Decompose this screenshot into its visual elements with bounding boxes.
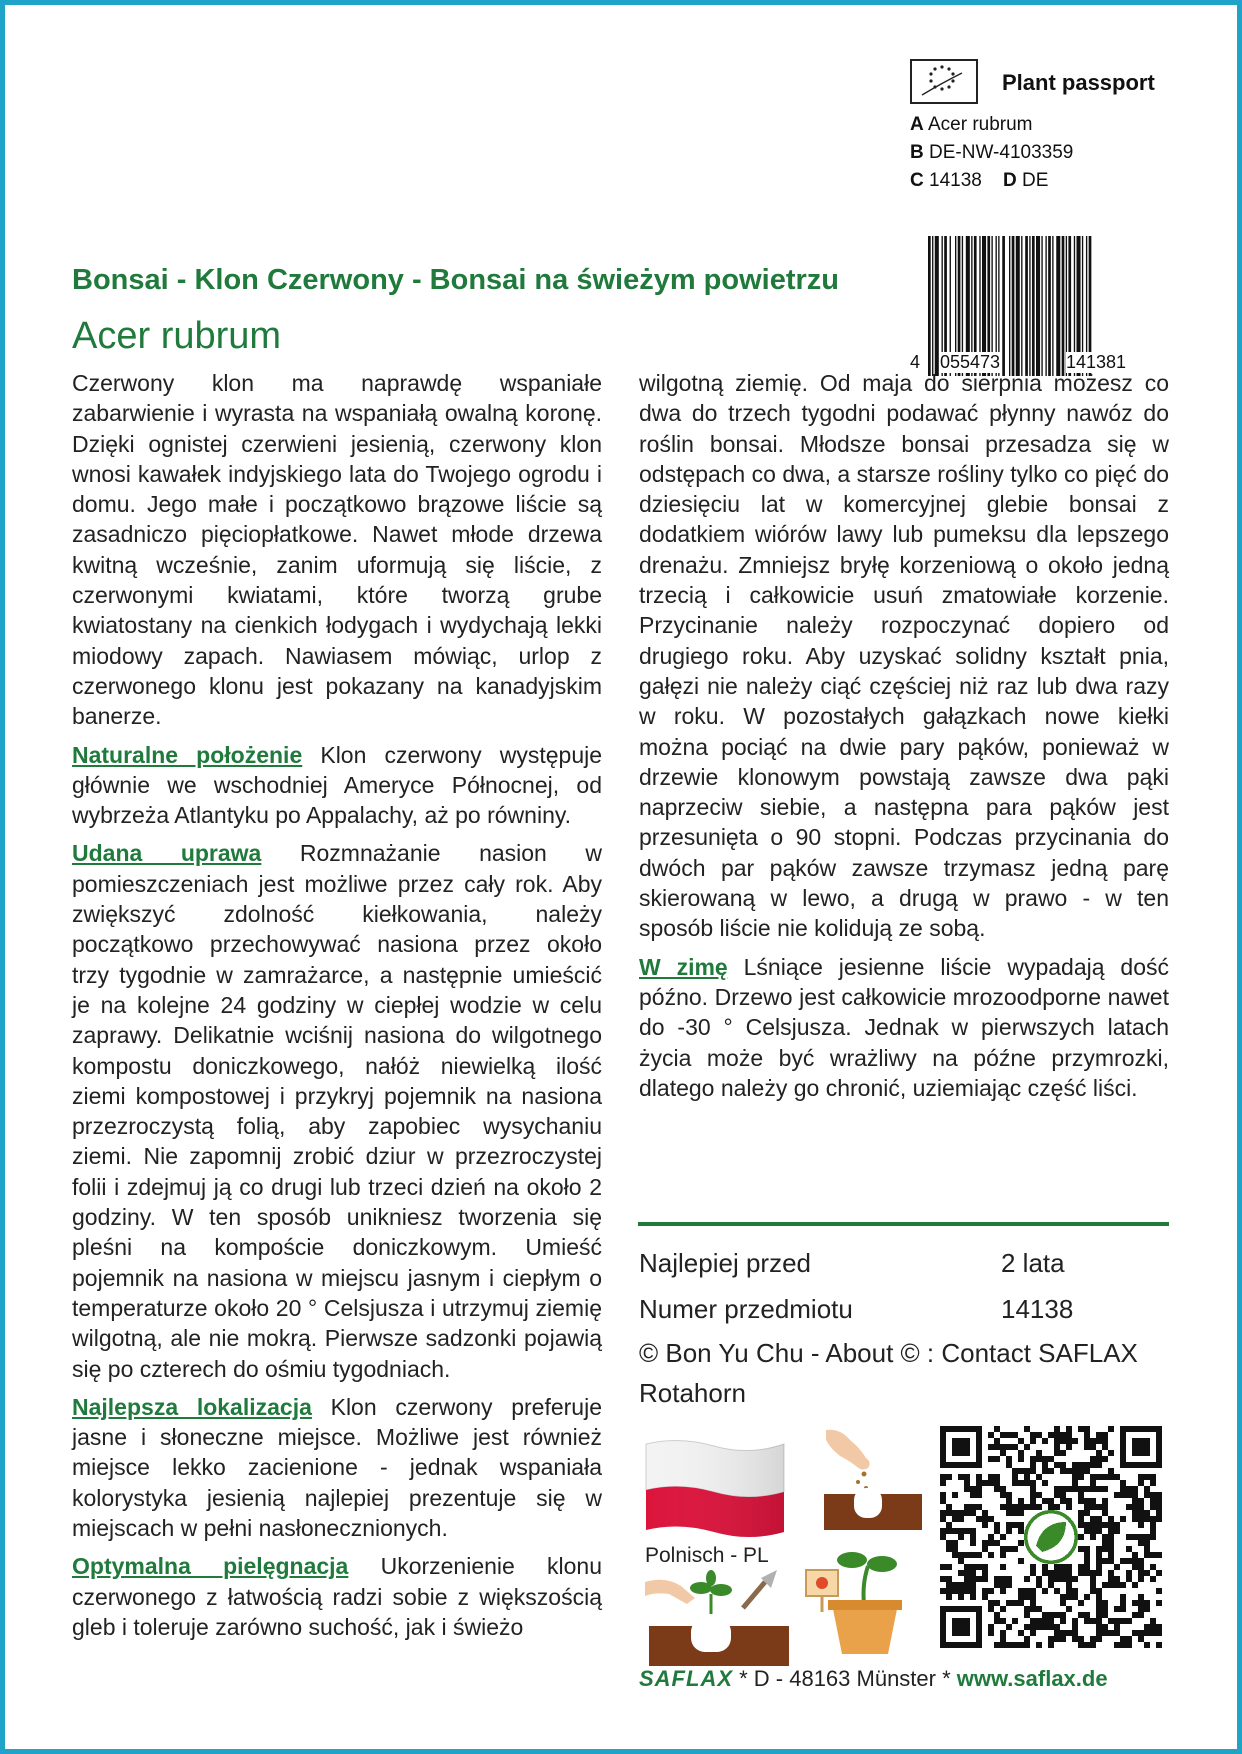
intro-paragraph: Czerwony klon ma naprawdę wspaniałe zabarwienie i wyrasta na wspaniałą owalną koronę. Dzięki ognistej czerwieni jesienią, czerwony klon wnosi kawałek indyjskiego lata do Twojego ogrodu i domu. Jego małe i początkowo brązowe liście są zasadniczo pięciopłatkowe. Nawet młode drzewa kwitną wcześnie, zanim uformują się liście, z czerwonymi kwiatami, które tworzą grube kwiatostany na cienkich łodygach i wydychają lekki miodowy zapach. Nawiasem mówiąc, urlop z czerwonego klonu jest pokazany na kanadyjskim banerze. (72, 370, 602, 730)
text-column-right (639, 368, 1169, 1111)
barcode-lead-digit: 4 (910, 352, 921, 372)
passport-line-a: A Acer rubrum (910, 114, 1033, 135)
section-winter: W zimę Lśniące jesienne liście wypadają dość późno. Drzewo jest całkowicie mrozoodporne nawet do -30 ° Celsjusza. Jednak w pierwszych latach życia może być wrażliwy na późne przymrozki, dlatego należy go chronić, uziemiając część liści. (639, 953, 1169, 1101)
product-title: Bonsai - Klon Czerwony - Bonsai na świeżym powietrzu (72, 264, 839, 296)
barcode-digits-right: 141381 (1066, 352, 1127, 372)
latin-name: Acer rubrum (72, 315, 282, 357)
barcode-digits-left: 055473 (940, 352, 1001, 372)
section-heading: Naturalne położenie (72, 741, 303, 768)
transplant-seedling-icon (645, 1568, 795, 1666)
common-name: Rotahorn (639, 1378, 746, 1408)
qr-leaf-logo-icon (1024, 1510, 1078, 1564)
sowing-seed-icon (820, 1426, 926, 1534)
section-cultivation: Udana uprawa Rozmnażanie nasion w pomieszczeniach jest możliwe przez cały rok. Aby zwiększyć zdolność kiełkowania, należy początkowo przechowywać nasiona przez około trzy tygodnie w zamrażarce, a następnie umieścić je na kolejne 24 godziny w ciepłej wodzie w celu zaprawy. Delikatnie wciśnij nasiona do wilgotnego kompostu doniczkowego, nałóż niewielką ilość ziemi kompostowej i przykryj pojemnik na nasiona przezroczystą folią, aby zapobiec wysychaniu ziemi. Nie zapomnij zrobić dziur w przezroczystej folii i zdejmuj ją co drugi lub trzeci dzień na około 2 godziny. W ten sposób unikniesz tworzenia się pleśni na kompoście doniczkowym. Umieść pojemnik na nasiona w miejscu jasnym i ciepłym o temperaturze około 20 ° Celsjusza i utrzymuj ziemię wilgotną, ale nie mokrą. Pierwsze sadzonki pojawią się po czterech do ośmiu tygodniach. (72, 840, 602, 1382)
qr-code (940, 1426, 1162, 1648)
section-heading: W zimę (639, 953, 728, 980)
divider-rule (638, 1222, 1169, 1226)
passport-line-b: B DE-NW-4103359 (910, 142, 1074, 163)
section-care: Optymalna pielęgnacja Ukorzenienie klonu czerwonego z łatwością radzi sobie z większością gleb i toleruje zarówno suchość, jak i świeżo (72, 1553, 603, 1640)
section-heading: Udana uprawa (72, 840, 262, 867)
brand-logo: SAFLAX (639, 1666, 733, 1691)
item-number-value: 14138 (1001, 1294, 1074, 1324)
eu-stars-leaf-icon (912, 61, 976, 102)
section-heading: Optymalna pielęgnacja (72, 1553, 349, 1580)
potted-plant-icon (802, 1544, 928, 1656)
footer-address: * D - 48163 Münster * (733, 1666, 957, 1691)
poland-flag-icon (644, 1436, 786, 1540)
plant-passport-title: Plant passport (1002, 70, 1155, 95)
website-link[interactable]: www.saflax.de (956, 1666, 1108, 1691)
footer (639, 1666, 1108, 1692)
section-care-continued: wilgotną ziemię. Od maja do sierpnia możesz co dwa do trzech tygodni podawać płynny nawóz do roślin bonsai. Młodsze bonsai przesadza się w odstępach co dwa, a starsze rośliny tylko co pięć do dziesięciu lat w komercyjnej glebie bonsai z dodatkiem wiórów lawy lub pumeksu dla lepszego drenażu. Zmniejsz bryłę korzeniową o około jedną trzecią i całkowicie usuń zmatowiałe korzenie. Przycinanie należy rozpoczynać dopiero od drugiego roku. Aby uzyskać solidny kształt pnia, gałęzi nie należy ciąć częściej niż raz lub dwa razy w roku. W pozostałych gałązkach nowe kiełki można pociąć na dwie pary pąków, ponieważ w drzewie klonowym powstają zawsze dwa pąki naprzeciw siebie, a następna para pąków jest przesunięta o 90 stopni. Podczas przycinania do dwóch par pąków zawsze trzymasz jedną parę skierowaną w lewo, a drugą w prawo - w ten sposób liście nie kolidują ze sobą. (639, 370, 1169, 942)
section-best-location: Najlepsza lokalizacja Klon czerwony preferuje jasne i słoneczne miejsce. Możliwe jest również miejsce lekko zacienione - jednak wspaniała kolorystyka jesienią najlepiej prezentuje się w miejscach w pełni nasłonecznionych. (72, 1393, 602, 1541)
passport-line-cd: C 14138 D DE (910, 170, 1049, 191)
best-before-value: 2 lata (1001, 1248, 1065, 1278)
copyright-line: © Bon Yu Chu - About © : Contact SAFLAX (639, 1338, 1138, 1368)
section-heading: Najlepsza lokalizacja (72, 1393, 312, 1420)
item-number-label: Numer przedmiotu (639, 1294, 853, 1324)
text-column-left (72, 368, 602, 1650)
best-before-label: Najlepiej przed (639, 1248, 811, 1278)
section-natural-location: Naturalne położenie Klon czerwony występuje głównie we wschodniej Ameryce Północnej, od wybrzeża Atlantyku po Appalachy, aż po równiny. (72, 741, 603, 829)
eu-organic-leaf-logo (910, 59, 978, 104)
language-label: Polnisch - PL (645, 1544, 769, 1567)
